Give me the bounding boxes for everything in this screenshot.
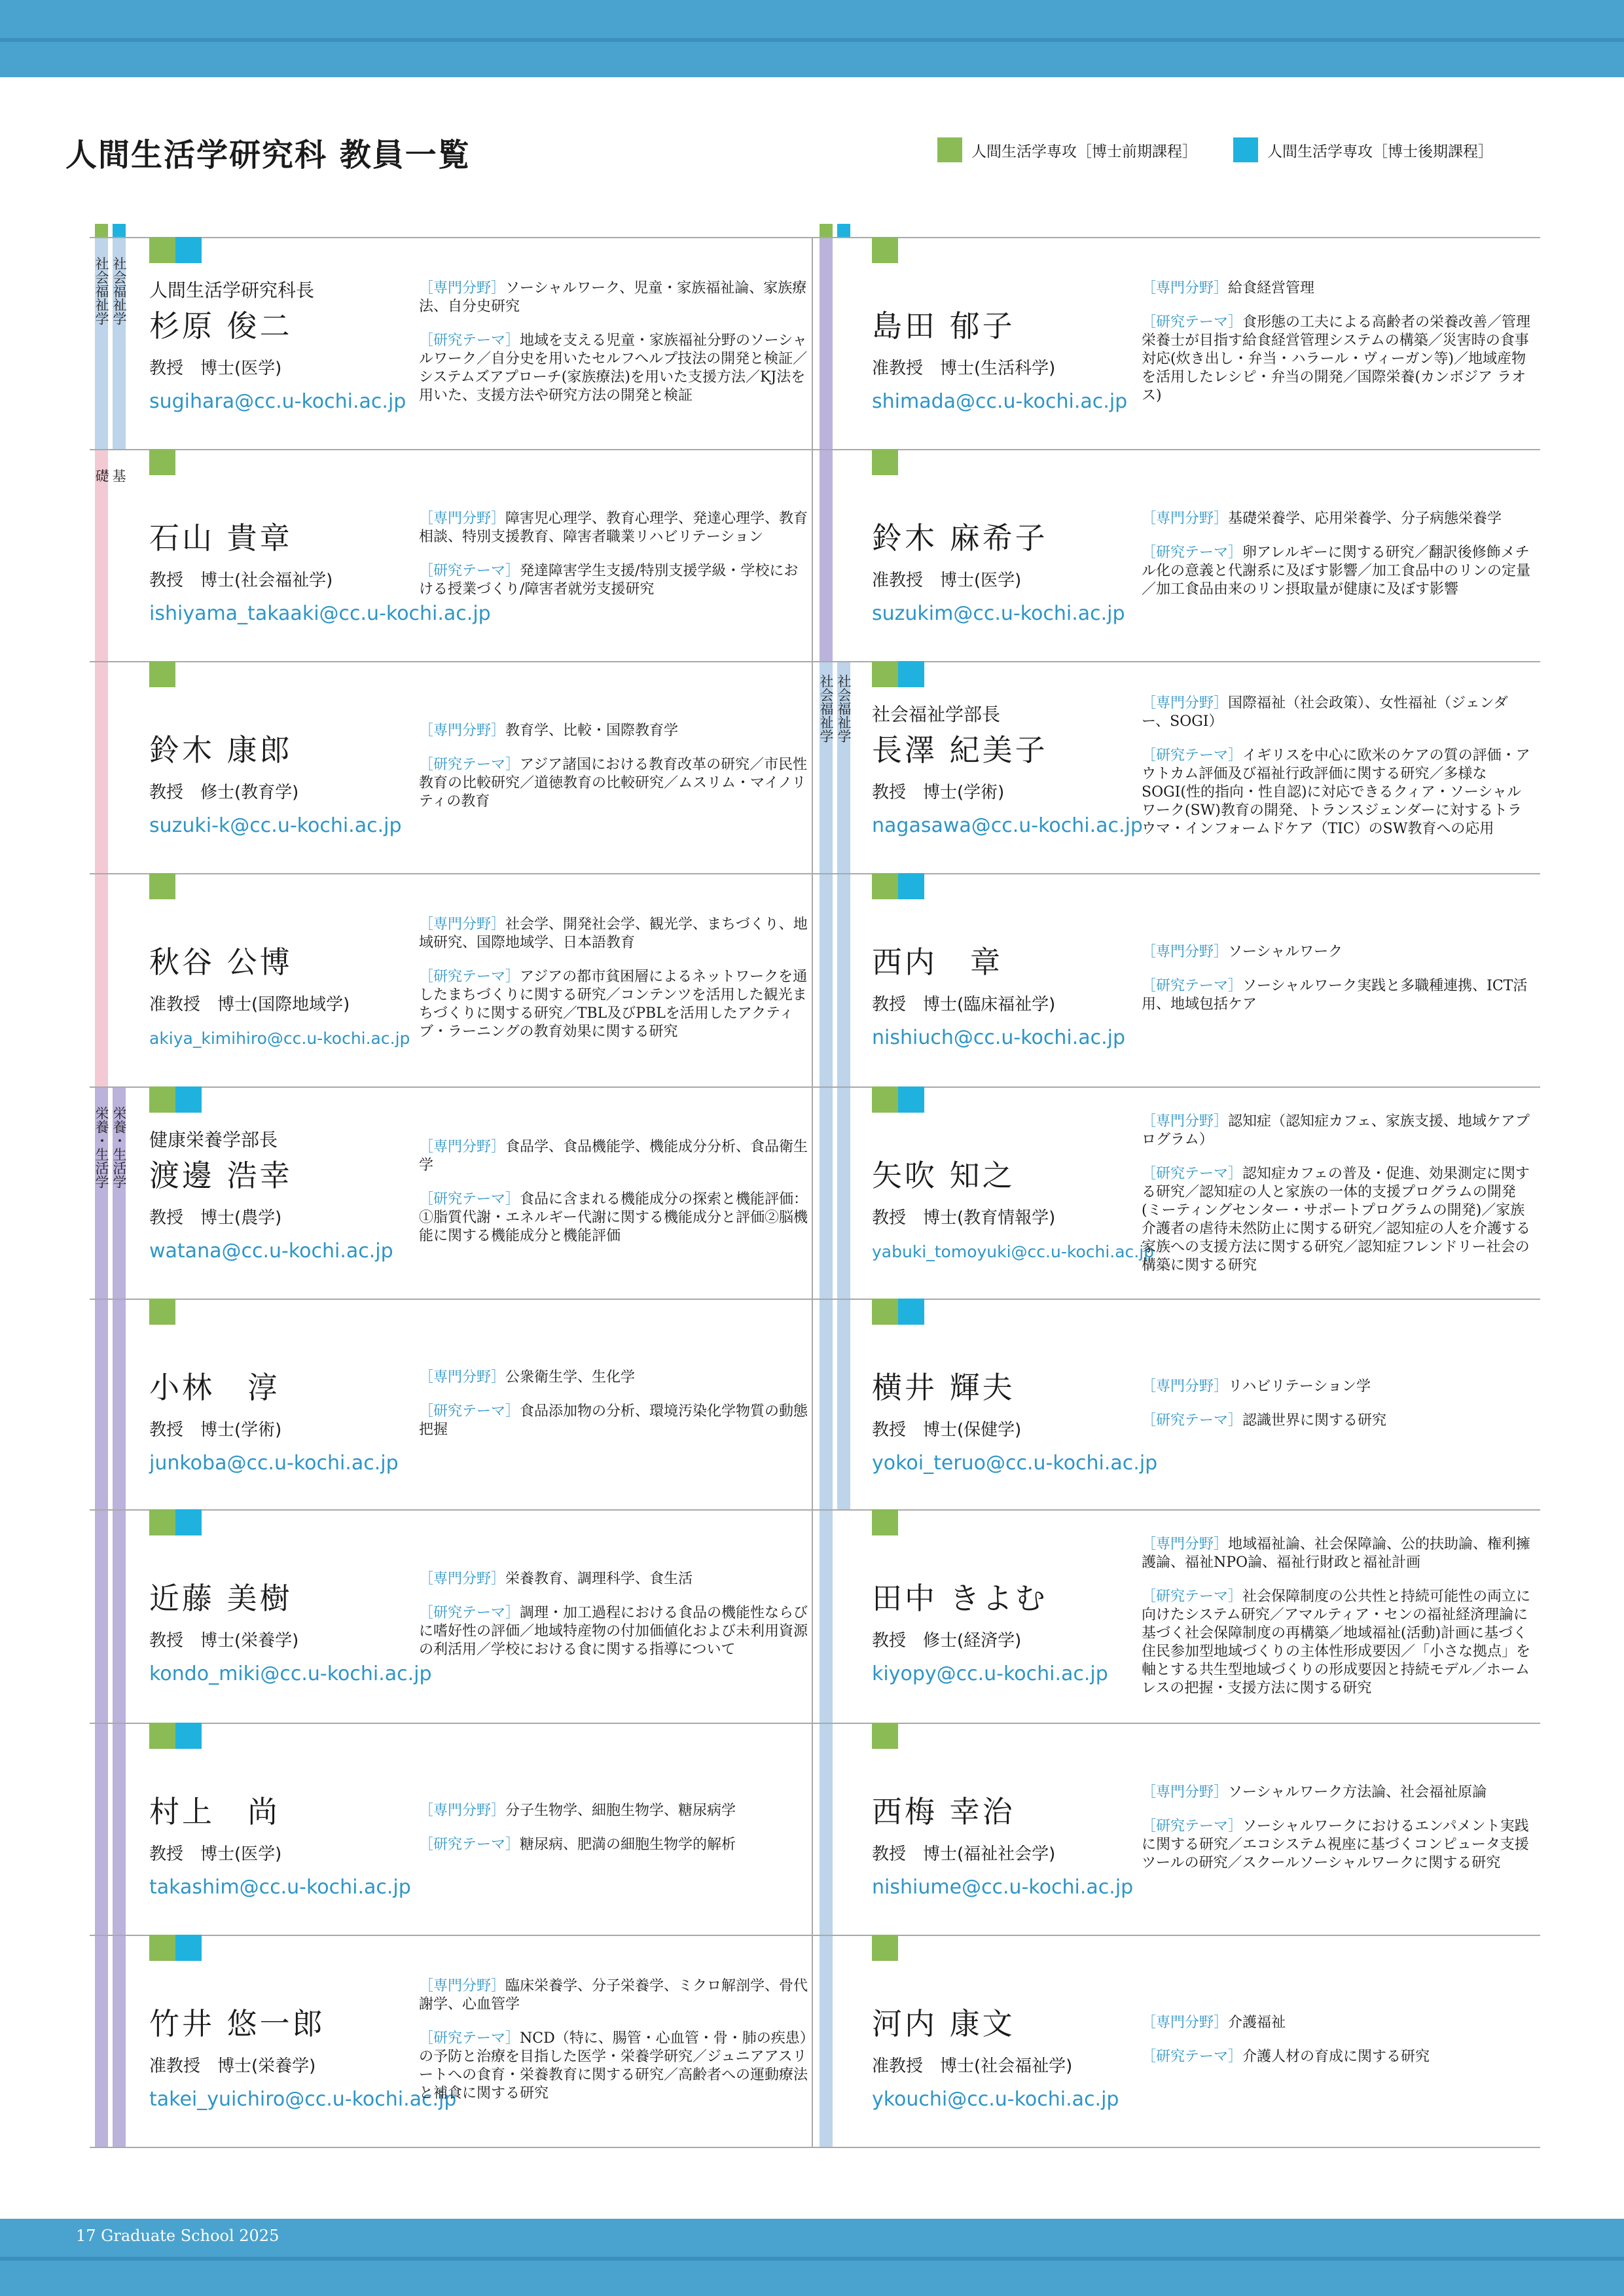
category-tag-right-cyan (837, 224, 850, 237)
faculty-description (1142, 1113, 1534, 1291)
top-banner (0, 0, 1624, 77)
faculty-description (419, 1570, 812, 1675)
faculty-theme: 卵アレルギーに関する研究／翻訳後修飾メチル化の意義と代謝系に及ぼす影響／加工食品中のリンの定量／加工食品由来のリン摂取量が健康に及ぼす影響 (1142, 545, 1531, 598)
faculty-card (149, 449, 830, 660)
theme-label: ［研究テーマ］ (1142, 1166, 1243, 1182)
faculty-email-link[interactable]: watana@cc.u-kochi.ac.jp (149, 1240, 393, 1263)
program-tags (872, 449, 898, 475)
program-tags (149, 873, 175, 899)
faculty-card (149, 1299, 830, 1509)
faculty-email-link[interactable]: takei_yuichiro@cc.u-kochi.ac.jp (149, 2088, 457, 2111)
field-label: ［専門分野］ (1142, 695, 1229, 711)
legend-item-doctor (1233, 137, 1493, 162)
faculty-name: 竹井 悠一郎 (149, 2006, 325, 2041)
field-label: ［専門分野］ (419, 280, 506, 296)
faculty-email-link[interactable]: nagasawa@cc.u-kochi.ac.jp (872, 814, 1143, 837)
theme-label: ［研究テーマ］ (419, 332, 520, 349)
field-label: ［専門分野］ (1142, 280, 1229, 296)
faculty-email-link[interactable]: ishiyama_takaaki@cc.u-kochi.ac.jp (149, 602, 491, 625)
faculty-field: 給食経営管理 (1228, 280, 1315, 296)
program-tag-green (149, 1723, 175, 1749)
faculty-theme: アジア諸国における教育改革の研究／市民性教育の比較研究／道徳教育の比較研究／ムスリム・マイノリティの教育 (419, 757, 808, 810)
faculty-theme: 認知症カフェの普及・促進、効果測定に関する研究／認知症の人と家族の一体的支援プログラムの開発(ミーティングセンター・サポートプログラムの開発)／家族介護者の虐待未然防止に関する研究／認知症の人を介護する家族への支援方法に関する研究／認知症フレンドリー社会の構築に関する研究 (1142, 1166, 1531, 1274)
faculty-field: 認知症（認知症カフェ、家族支援、地域ケアプログラム） (1142, 1113, 1530, 1148)
faculty-name: 鈴木 麻希子 (872, 520, 1048, 556)
faculty-name: 西内 章 (872, 944, 1003, 980)
faculty-field: ソーシャルワーク、児童・家族福祉論、家族療法、自分史研究 (419, 280, 807, 315)
field-label: ［専門分野］ (419, 916, 506, 933)
field-label: ［専門分野］ (419, 1571, 506, 1587)
faculty-field: 分子生物学、細胞生物学、糖尿病学 (505, 1803, 736, 1819)
faculty-title-degree: 准教授 博士(社会福祉学) (872, 2056, 1073, 2076)
category-label-left-shakai-2: 社会福祉学 (111, 257, 127, 325)
faculty-theme: アジアの都市貧困層によるネットワークを通したまちづくりに関する研究／コンテンツを活用した観光まちづくりに関する研究／TBL及びPBLを活用したアクティブ・ラーニングの教育効果に関する研究 (419, 969, 808, 1040)
faculty-description (1142, 279, 1534, 421)
faculty-email-link[interactable]: kiyopy@cc.u-kochi.ac.jp (872, 1662, 1108, 1685)
program-tag-cyan (175, 1723, 202, 1749)
faculty-title-degree: 教授 博士(医学) (149, 359, 282, 378)
top-banner-stripe (0, 38, 1624, 42)
faculty-field: ソーシャルワーク (1228, 944, 1343, 960)
faculty-name: 長澤 紀美子 (872, 732, 1048, 768)
faculty-title-degree: 教授 博士(栄養学) (149, 1631, 299, 1651)
theme-label: ［研究テーマ］ (419, 1605, 520, 1621)
legend-label-master: 人間生活学専攻［博士前期課程］ (971, 143, 1197, 160)
field-label: ［専門分野］ (419, 723, 506, 739)
faculty-card (149, 1509, 830, 1720)
faculty-description (419, 1138, 812, 1261)
program-tags (872, 661, 924, 687)
category-bar-left-kiso (95, 449, 108, 1086)
theme-label: ［研究テーマ］ (1142, 747, 1243, 764)
faculty-card (872, 1509, 1553, 1720)
program-tag-green (872, 449, 898, 475)
faculty-name: 小林 淳 (149, 1370, 280, 1405)
legend-swatch-cyan (1233, 137, 1258, 162)
faculty-theme: 調理・加工過程における食品の機能性ならびに嗜好性の評価／地域特産物の付加価値化および未利用資源の利活用／学校における食に関する指導について (419, 1605, 808, 1658)
faculty-description (1142, 1378, 1534, 1446)
program-tags (872, 1299, 924, 1325)
field-label: ［専門分野］ (1142, 1113, 1229, 1130)
theme-label: ［研究テーマ］ (1142, 1818, 1243, 1835)
faculty-description (1142, 943, 1534, 1030)
program-tag-green (149, 1086, 175, 1113)
faculty-field: 教育学、比較・国際教育学 (505, 723, 679, 739)
theme-label: ［研究テーマ］ (419, 1191, 520, 1208)
theme-label: ［研究テーマ］ (1142, 1412, 1243, 1429)
faculty-card (872, 449, 1553, 660)
faculty-field: 社会学、開発社会学、観光学、まちづくり、地域研究、国際地域学、日本語教育 (419, 916, 808, 951)
program-tag-green (149, 237, 175, 263)
program-tag-cyan (898, 873, 924, 899)
faculty-card (149, 1723, 830, 1933)
faculty-email-link[interactable]: akiya_kimihiro@cc.u-kochi.ac.jp (149, 1029, 410, 1048)
program-tag-green (872, 1086, 898, 1113)
field-label: ［専門分野］ (1142, 2015, 1229, 2031)
faculty-title-degree: 准教授 博士(栄養学) (149, 2056, 316, 2076)
faculty-card (149, 1935, 830, 2145)
faculty-title-degree: 准教授 博士(医学) (872, 571, 1022, 590)
program-tag-cyan (898, 1299, 924, 1325)
program-tags (149, 1299, 175, 1325)
faculty-title-degree: 教授 博士(教育情報学) (872, 1208, 1056, 1228)
field-label: ［専門分野］ (1142, 944, 1229, 960)
faculty-title-degree: 教授 修士(経済学) (872, 1631, 1022, 1651)
faculty-email-link[interactable]: junkoba@cc.u-kochi.ac.jp (149, 1452, 399, 1475)
faculty-email-link[interactable]: ykouchi@cc.u-kochi.ac.jp (872, 2088, 1119, 2111)
theme-label: ［研究テーマ］ (419, 1403, 520, 1420)
program-tags (872, 1935, 898, 1961)
category-bar-left-eiyou-2 (113, 1086, 126, 2147)
faculty-field: 国際福祉（社会政策）、女性福祉（ジェンダー、SOGI） (1142, 695, 1508, 730)
program-tag-green (872, 661, 898, 687)
faculty-title-degree: 教授 博士(保健学) (872, 1420, 1022, 1440)
faculty-name: 杉原 俊二 (149, 308, 293, 344)
faculty-email-link[interactable]: nishiume@cc.u-kochi.ac.jp (872, 1876, 1134, 1899)
theme-label: ［研究テーマ］ (419, 1837, 520, 1853)
program-tag-cyan (898, 661, 924, 687)
program-tag-green (872, 237, 898, 263)
faculty-card (149, 661, 830, 872)
program-tags (149, 1935, 202, 1961)
faculty-field: 介護福祉 (1228, 2015, 1286, 2031)
faculty-card (872, 1086, 1553, 1297)
faculty-theme: 食形態の工夫による高齢者の栄養改善／管理栄養士が目指す給食経営管理システムの構築／災害時の食事対応(炊き出し・弁当・ハラール・ヴィーガン等)／地域産物を活用したレシピ・弁当の開発／国際栄養(カンボジア ラオス) (1142, 314, 1531, 404)
category-label-left-eiyou-2: 栄養・生活学 (111, 1106, 127, 1189)
program-tags (149, 661, 175, 687)
program-tag-cyan (175, 1086, 202, 1113)
faculty-title-degree: 教授 博士(臨床福祉学) (872, 995, 1056, 1014)
faculty-description (1142, 694, 1534, 854)
faculty-name: 河内 康文 (872, 2006, 1015, 2041)
program-tag-green (149, 873, 175, 899)
faculty-card (872, 1935, 1553, 2145)
faculty-title-degree: 教授 博士(福祉社会学) (872, 1844, 1056, 1864)
theme-label: ［研究テーマ］ (1142, 314, 1243, 331)
category-tag-left-green (95, 224, 108, 237)
faculty-position: 人間生活学研究科長 (149, 279, 315, 301)
program-tag-cyan (898, 1086, 924, 1113)
faculty-position: 社会福祉学部長 (872, 704, 1001, 725)
faculty-card (872, 661, 1553, 872)
program-tags (149, 1723, 202, 1749)
program-tag-cyan (175, 1509, 202, 1535)
legend-swatch-green (937, 137, 962, 162)
faculty-email-link[interactable]: yabuki_tomoyuki@cc.u-kochi.ac.jp (872, 1242, 1155, 1261)
page-footer: 17 Graduate School 2025 (76, 2227, 280, 2245)
field-label: ［専門分野］ (1142, 1784, 1229, 1801)
program-tag-green (872, 1935, 898, 1961)
program-tag-cyan (175, 1935, 202, 1961)
faculty-name: 石山 貴章 (149, 520, 293, 556)
theme-label: ［研究テーマ］ (419, 563, 520, 579)
faculty-description (419, 1977, 812, 2119)
bottom-banner-stripe (0, 2257, 1624, 2261)
theme-label: ［研究テーマ］ (419, 2030, 520, 2047)
faculty-description (419, 1802, 812, 1870)
faculty-title-degree: 教授 博士(農学) (149, 1208, 282, 1228)
faculty-description (419, 722, 812, 827)
legend-label-doctor: 人間生活学専攻［博士後期課程］ (1267, 143, 1493, 160)
category-label-left-shakai: 社会福祉学 (94, 257, 109, 325)
field-label: ［専門分野］ (1142, 1536, 1229, 1552)
faculty-description (1142, 510, 1534, 615)
faculty-theme: 糖尿病、肥満の細胞生物学的解析 (520, 1837, 736, 1853)
faculty-field: 基礎栄養学、応用栄養学、分子病態栄養学 (1228, 511, 1502, 527)
program-tag-cyan (175, 237, 202, 263)
faculty-name: 秋谷 公博 (149, 944, 293, 980)
faculty-name: 矢吹 知之 (872, 1158, 1015, 1193)
faculty-theme: 発達障害学生支援/特別支援学級・学校における授業づくり/障害者就労支援研究 (419, 563, 799, 598)
faculty-email-link[interactable]: kondo_miki@cc.u-kochi.ac.jp (149, 1662, 432, 1685)
faculty-card (872, 1723, 1553, 1933)
faculty-field: 臨床栄養学、分子栄養学、ミクロ解剖学、骨代謝学、心血管学 (419, 1978, 808, 2013)
faculty-name: 近藤 美樹 (149, 1581, 293, 1616)
faculty-description (419, 279, 812, 421)
faculty-description (1142, 1535, 1534, 1713)
category-bar-left-eiyou-1 (95, 1086, 108, 2147)
category-bar-right-shakai-2 (837, 661, 850, 1509)
category-tag-right-green (820, 224, 833, 237)
faculty-title-degree: 教授 博士(医学) (149, 1844, 282, 1864)
faculty-title-degree: 教授 博士(学術) (872, 783, 1005, 802)
legend-item-master (937, 137, 1197, 162)
category-tag-left-cyan (113, 224, 126, 237)
faculty-description (419, 916, 812, 1057)
faculty-field: リハビリテーション学 (1228, 1378, 1371, 1395)
program-tag-green (149, 1509, 175, 1535)
faculty-position: 健康栄養学部長 (149, 1129, 278, 1151)
category-label-left-eiyou: 栄養・生活学 (94, 1106, 109, 1189)
faculty-field: 食品学、食品機能学、機能成分分析、食品衛生学 (419, 1139, 808, 1174)
faculty-card (872, 237, 1553, 448)
field-label: ［専門分野］ (419, 1803, 506, 1819)
faculty-theme: NCD（特に、腸管・心血管・骨・肺の疾患）の予防と治療を目指した医学・栄養学研究／ジュニアアスリートへの食育・栄養教育に関する研究／高齢者への運動療法と補食に関する研究 (419, 2030, 808, 2102)
program-tags (149, 1509, 202, 1535)
theme-label: ［研究テーマ］ (1142, 2049, 1243, 2065)
faculty-title-degree: 准教授 博士(生活科学) (872, 359, 1056, 378)
theme-label: ［研究テーマ］ (419, 969, 520, 985)
program-tag-green (872, 873, 898, 899)
faculty-name: 渡邊 浩幸 (149, 1158, 293, 1193)
program-tags (149, 1086, 202, 1113)
faculty-theme: 認識世界に関する研究 (1242, 1412, 1387, 1429)
program-tag-green (149, 1935, 175, 1961)
program-tags (872, 237, 898, 263)
faculty-email-link[interactable]: nishiuch@cc.u-kochi.ac.jp (872, 1026, 1126, 1049)
faculty-email-link[interactable]: suzuki-k@cc.u-kochi.ac.jp (149, 814, 402, 837)
faculty-email-link[interactable]: suzukim@cc.u-kochi.ac.jp (872, 602, 1125, 625)
faculty-card (872, 873, 1553, 1084)
faculty-theme: ソーシャルワーク実践と多職種連携、ICT活用、地域包括ケア (1142, 978, 1528, 1013)
faculty-card (149, 237, 830, 448)
theme-label: ［研究テーマ］ (1142, 1588, 1243, 1605)
faculty-description (1142, 2014, 1534, 2082)
faculty-email-link[interactable]: takashim@cc.u-kochi.ac.jp (149, 1876, 411, 1899)
category-label-right-shakai-2: 社会福祉学 (836, 674, 852, 743)
field-label: ［専門分野］ (419, 1369, 506, 1386)
faculty-field: 公衆衛生学、生化学 (505, 1369, 636, 1386)
faculty-name: 島田 郁子 (872, 308, 1015, 344)
faculty-name: 鈴木 康郎 (149, 732, 293, 768)
faculty-theme: イギリスを中心に欧米のケアの質の評価・アウトカム評価及び福祉行政評価に関する研究／多様なSOGI(性的指向・性自認)に対応できるクィア・ソーシャルワーク(SW)教育の開発、トランスジェンダーに対するトラウマ・インフォームドケア（TIC）のSW教育への応用 (1142, 747, 1530, 837)
faculty-email-link[interactable]: yokoi_teruo@cc.u-kochi.ac.jp (872, 1452, 1158, 1475)
faculty-theme: ソーシャルワークにおけるエンパメント実践に関する研究／エコシステム視座に基づくコンピュータ支援ツールの研究／スクールソーシャルワークに関する研究 (1142, 1818, 1529, 1871)
faculty-card (872, 1299, 1553, 1509)
field-label: ［専門分野］ (419, 1978, 506, 1994)
program-tag-green (149, 661, 175, 687)
category-label-left-kiso: 基礎 (94, 469, 126, 495)
faculty-theme: 社会保障制度の公共性と持続可能性の両立に向けたシステム研究／アマルティア・センの福祉経済理論に基づく社会保障制度の再構築／地域福祉(活動)計画に基づく住民参加型地域づくりの主体性形成要因／「小さな拠点」を軸とする共生型地域づくりの形成要因と持続モデル／ホームレスの把握・支援方法に関する研究 (1142, 1588, 1531, 1696)
category-label-right-shakai: 社会福祉学 (818, 674, 834, 743)
program-tag-green (872, 1299, 898, 1325)
theme-label: ［研究テーマ］ (419, 757, 520, 773)
program-tag-green (149, 1299, 175, 1325)
program-tag-green (872, 1509, 898, 1535)
faculty-description (1142, 1784, 1534, 1888)
faculty-email-link[interactable]: shimada@cc.u-kochi.ac.jp (872, 390, 1128, 413)
field-label: ［専門分野］ (419, 1139, 506, 1155)
theme-label: ［研究テーマ］ (1142, 978, 1243, 994)
faculty-title-degree: 准教授 博士(国際地域学) (149, 995, 350, 1014)
field-label: ［専門分野］ (1142, 1378, 1229, 1395)
faculty-card (149, 1086, 830, 1297)
faculty-description (419, 510, 812, 615)
theme-label: ［研究テーマ］ (1142, 545, 1243, 561)
faculty-field: 障害児心理学、教育心理学、発達心理学、教育相談、特別支援教育、障害者職業リハビリテーション (419, 511, 808, 545)
faculty-title-degree: 教授 博士(学術) (149, 1420, 282, 1440)
program-tags (872, 1509, 898, 1535)
program-tags (872, 1086, 924, 1113)
faculty-field: 栄養教育、調理科学、食生活 (505, 1571, 693, 1587)
faculty-theme: 食品に含まれる機能成分の探索と機能評価：①脂質代謝・エネルギー代謝に関する機能成分と評価②脳機能に関する機能成分と機能評価 (419, 1191, 808, 1244)
page-title: 人間生活学研究科 教員一覧 (65, 137, 471, 173)
faculty-name: 西梅 幸治 (872, 1794, 1015, 1829)
faculty-theme: 食品添加物の分析、環境汚染化学物質の動態把握 (419, 1403, 808, 1438)
field-label: ［専門分野］ (419, 511, 506, 527)
program-tag-green (149, 449, 175, 475)
faculty-description (419, 1369, 812, 1455)
faculty-name: 村上 尚 (149, 1794, 280, 1829)
faculty-name: 横井 輝夫 (872, 1370, 1015, 1405)
faculty-name: 田中 きよむ (872, 1581, 1048, 1616)
faculty-title-degree: 教授 博士(社会福祉学) (149, 571, 333, 590)
program-tags (149, 237, 202, 263)
program-tag-green (872, 1723, 898, 1749)
program-tags (872, 1723, 898, 1749)
program-tags (149, 449, 175, 475)
faculty-title-degree: 教授 修士(教育学) (149, 783, 299, 802)
faculty-theme: 地域を支える児童・家族福祉分野のソーシャルワーク／自分史を用いたセルフヘルプ技法の開発と検証／システムズアプローチ(家族療法)を用いた支援方法／KJ法を用いた、支援方法や研究方法の開発と検証 (419, 332, 808, 404)
faculty-card (149, 873, 830, 1084)
program-tags (872, 873, 924, 899)
faculty-theme: 介護人材の育成に関する研究 (1242, 2049, 1430, 2065)
faculty-email-link[interactable]: sugihara@cc.u-kochi.ac.jp (149, 390, 406, 413)
faculty-field: 地域福祉論、社会保障論、公的扶助論、権利擁護論、福祉NPO論、福祉行財政と福祉計画 (1142, 1536, 1531, 1571)
row-divider (90, 2147, 1540, 2148)
faculty-field: ソーシャルワーク方法論、社会福祉原論 (1228, 1784, 1487, 1801)
field-label: ［専門分野］ (1142, 511, 1229, 527)
